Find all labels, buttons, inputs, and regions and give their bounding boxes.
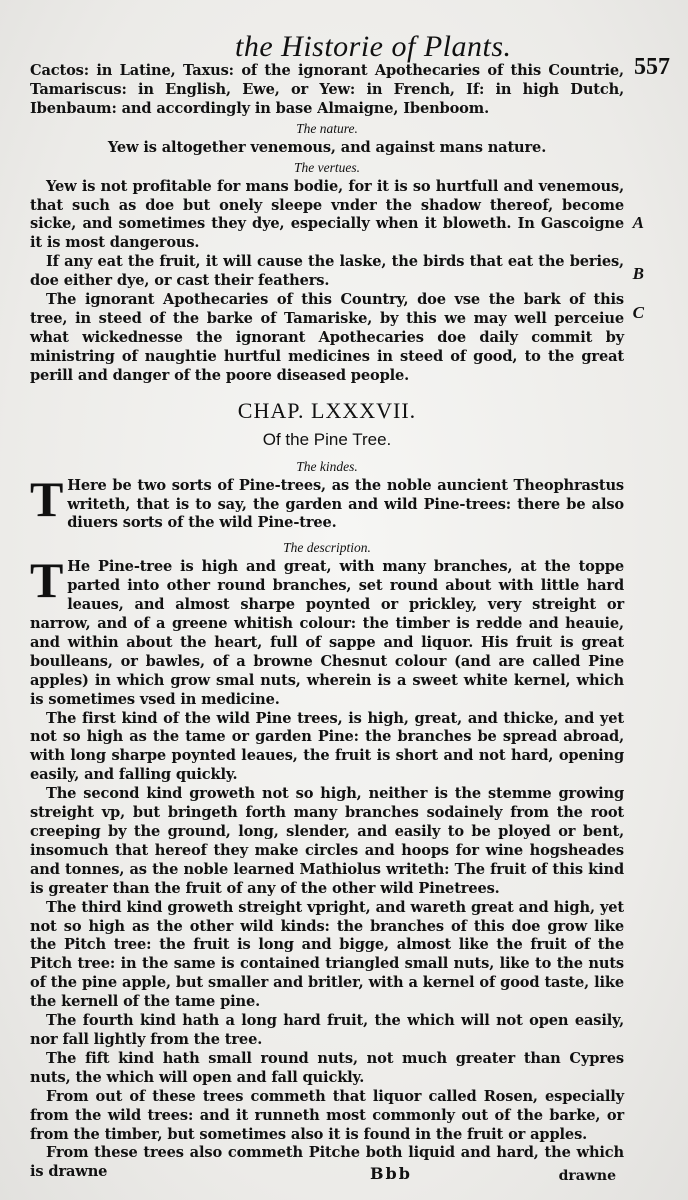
- nature-heading: The nature.: [296, 120, 358, 136]
- description-paragraph: The second kind groweth not so high, neither is the stemme growing streight vp, but bringeth forth many branches sodainely from the root creeping by the ground, long, slender, and easily to be ployed or bent, insomuch that hereof they make circles and hoops for wine hogsheades and tonnes, as the noble learned Mathiolus writeth: The fruit of this kind is greater than the fruit of any of the other wild Pinetrees.: [30, 785, 624, 897]
- signature-mark: Bbb: [370, 1164, 412, 1183]
- description-heading: The description.: [283, 540, 371, 556]
- kindes-paragraph: [30, 470, 624, 534]
- intro-paragraph: Cactos: in Latine, Taxus: of the ignorant Apothecaries of this Countrie, Tamariscus: in English, Ewe, or Yew: in French, If: in high Dutch, Ibenbaum: and accordingly in base Almaigne, Ibenboom.: [30, 62, 624, 117]
- margin-letter-a: A: [632, 213, 644, 232]
- vertues-paragraph: The ignorant Apothecaries of this Country, doe vse the bark of this tree, in steed of the barke of Tamariske, by this we may well perceiue what wickednesse the ignorant Apothecaries doe daily commit by ministring of naughtie hurtful medicines in steed of good, to the great perill and danger of the poore diseased people.: [30, 291, 624, 384]
- kindes-text: Here be two sorts of Pine-trees, as the noble auncient Theophrastus writeth, that is to say, the garden and wild Pine-trees: there be also diuers sorts of the wild Pine-tree.: [67, 476, 624, 532]
- drop-cap: T: [30, 552, 64, 609]
- page-title: the Historie of Plants.: [235, 30, 512, 63]
- description-text: He Pine-tree is high and great, with many branches, at the toppe parted into other round branches, set round about with little hard leaues, and almost sharpe poynted or prickley, very streight or narrow, and of a greene whitish colour: the timber is redde and heauie, and within about the heart, full of sappe and liquor. His fruit is great boulleans, or bawles, of a browne Chesnut colour (and are called Pine apples) in which grow smal nuts, wherein is a sweet white kernel, which is sometimes vsed in medicine.: [30, 558, 624, 708]
- catchword: drawne: [558, 1168, 616, 1184]
- description-paragraph: From these trees also commeth Pitche both liquid and hard, the which is drawne: [30, 1144, 624, 1181]
- chapter-title: Of the Pine Tree.: [262, 429, 392, 449]
- margin-letter-c: C: [632, 303, 644, 322]
- chapter-number: CHAP. LXXXVII.: [237, 397, 417, 423]
- description-paragraph: The third kind groweth streight vpright, and wareth great and high, yet not so high as the other wild kinds: the branches of this doe grow like the Pitch tree: the fruit is long and bigge, almost like the fruit of the Pitch tree: in the same is contained triangled small nuts, like to the nuts of the pine apple, but smaller and britler, with a kernel of good taste, like the kernell of the tame pine.: [30, 898, 624, 1011]
- kindes-heading: The kindes.: [296, 458, 358, 474]
- vertues-heading: The vertues.: [294, 159, 360, 175]
- body-text: [30, 62, 624, 1182]
- description-paragraph: The first kind of the wild Pine trees, is high, great, and thicke, and yet not so high as the tame or garden Pine: the branches be spread abroad, with long sharpe poynted leaues, the fruit is short and not hard, opening easily, and falling quickly.: [30, 709, 624, 784]
- running-head: [60, 22, 670, 80]
- nature-text: Yew is altogether venemous, and against mans nature.: [107, 138, 547, 156]
- description-paragraph: [30, 552, 624, 709]
- description-paragraph: The fift kind hath small round nuts, not much greater than Cypres nuts, the which will open and fall quickly.: [30, 1049, 624, 1086]
- description-paragraph: From out of these trees commeth that liquor called Rosen, especially from the wild trees: and it runneth most commonly out of the barke, or from the timber, but sometimes also it is found in the fruit or apples.: [30, 1087, 624, 1143]
- vertues-paragraph: If any eat the fruit, it will cause the laske, the birds that eat the beries, doe either dye, or cast their feathers.: [30, 253, 624, 290]
- description-paragraph: The fourth kind hath a long hard fruit, the which will not open easily, nor fall lightly from the tree.: [30, 1012, 624, 1048]
- page-number: 557: [634, 54, 670, 80]
- margin-letter-b: B: [632, 264, 644, 283]
- vertues-paragraph: Yew is not profitable for mans bodie, for it is so hurtfull and venemous, that such as doe but onely sleepe vnder the shadow thereof, become sicke, and sometimes they dye, especially when it bloweth. In Gascoigne it is most dangerous.: [30, 177, 624, 252]
- drop-cap: T: [30, 470, 64, 527]
